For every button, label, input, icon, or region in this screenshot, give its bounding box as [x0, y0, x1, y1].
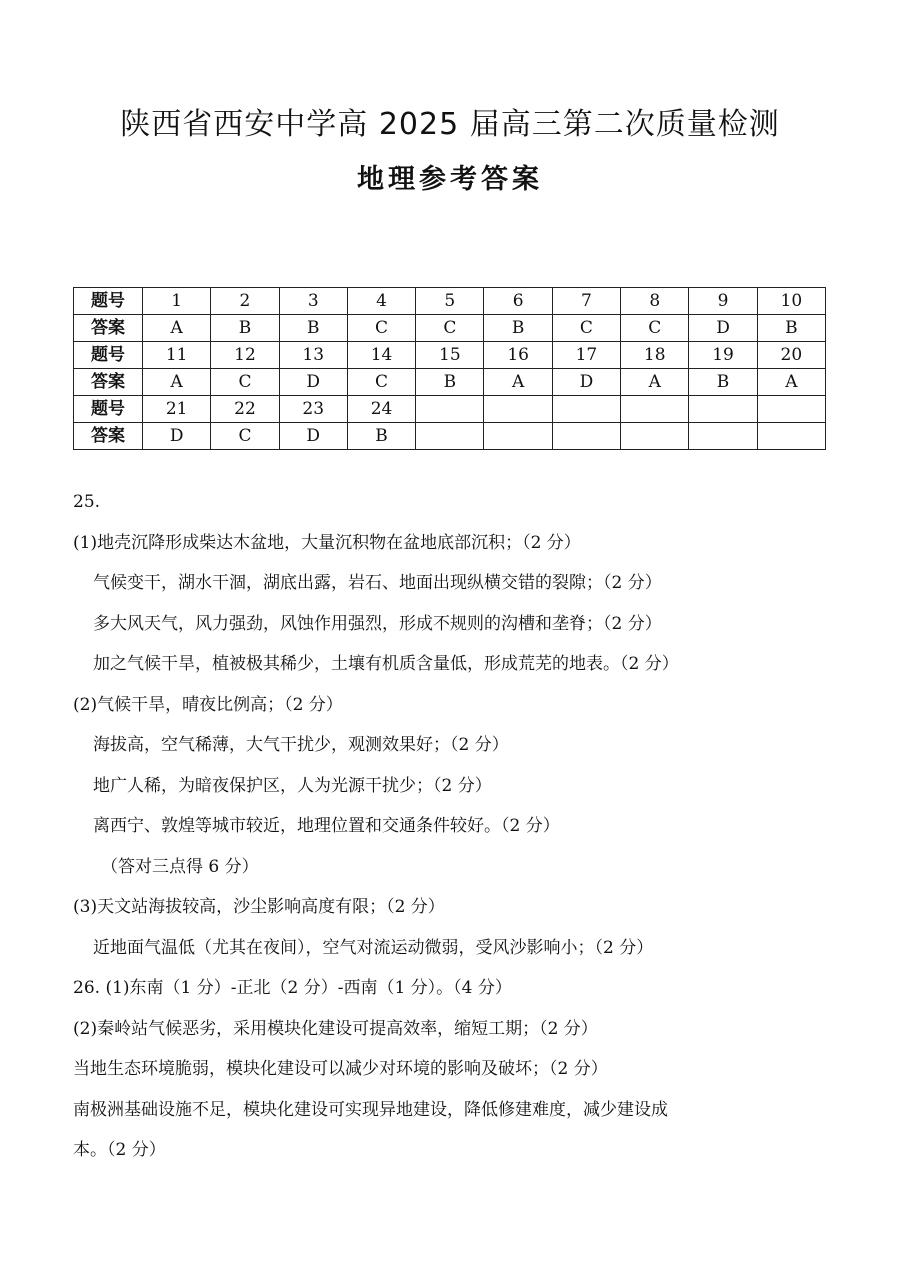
- answer-cell: D: [279, 423, 347, 450]
- answer-table: [73, 287, 826, 450]
- answer-line: 离西宁、敦煌等城市较近，地理位置和交通条件较好。（2 分）: [93, 816, 560, 836]
- answer-cell: B: [757, 315, 825, 342]
- answer-line: 当地生态环境脆弱，模块化建设可以减少对环境的影响及破坏；（2 分）: [73, 1059, 608, 1079]
- answer-line: 25.: [73, 492, 101, 512]
- question-number-cell: 13: [279, 342, 347, 369]
- answer-line: 海拔高，空气稀薄，大气干扰少，观测效果好；（2 分）: [93, 735, 509, 755]
- question-number-cell: 16: [484, 342, 552, 369]
- question-number-cell: [484, 396, 552, 423]
- question-number-cell: 3: [279, 288, 347, 315]
- question-number-cell: 7: [552, 288, 620, 315]
- question-number-cell: 12: [211, 342, 279, 369]
- answer-cell: C: [552, 315, 620, 342]
- question-number-cell: 18: [621, 342, 689, 369]
- question-number-cell: 11: [143, 342, 211, 369]
- question-number-cell: 10: [757, 288, 825, 315]
- answer-cell: D: [143, 423, 211, 450]
- answer-cell: A: [143, 369, 211, 396]
- answer-cell: [621, 423, 689, 450]
- answer-cell: B: [689, 369, 757, 396]
- question-number-row: [74, 396, 826, 423]
- answer-cell: B: [484, 315, 552, 342]
- answer-cell: A: [621, 369, 689, 396]
- answer-line: 多大风天气，风力强劲，风蚀作用强烈，形成不规则的沟槽和垄脊；（2 分）: [93, 613, 662, 634]
- question-number-cell: 17: [552, 342, 620, 369]
- answer-cell: B: [416, 369, 484, 396]
- question-number-cell: 5: [416, 288, 484, 315]
- question-number-cell: 1: [143, 288, 211, 315]
- answer-cell: [416, 423, 484, 450]
- answer-cell: C: [416, 315, 484, 342]
- question-number-row-label: 题号: [74, 288, 143, 315]
- answer-line: 气候变干，湖水干涸，湖底出露，岩石、地面出现纵横交错的裂隙；（2 分）: [93, 573, 662, 593]
- answer-cell: B: [279, 315, 347, 342]
- question-number-cell: 8: [621, 288, 689, 315]
- document-subtitle: 地理参考答案: [357, 164, 543, 195]
- question-number-cell: [552, 396, 620, 423]
- answer-row: [74, 423, 826, 450]
- answer-line: (3)天文站海拔较高，沙尘影响高度有限；（2 分）: [73, 897, 445, 917]
- question-number-cell: 22: [211, 396, 279, 423]
- answer-line: 地广人稀，为暗夜保护区，人为光源干扰少；（2 分）: [93, 775, 492, 796]
- question-number-row-label: 题号: [74, 396, 143, 423]
- answer-cell: [484, 423, 552, 450]
- answer-cell: A: [484, 369, 552, 396]
- question-number-cell: [689, 396, 757, 423]
- answer-line: 南极洲基础设施不足，模块化建设可实现异地建设，降低修建难度，减少建设成: [73, 1099, 668, 1120]
- answer-line: (2)气候干旱，晴夜比例高；（2 分）: [73, 694, 343, 715]
- answer-cell: C: [211, 423, 279, 450]
- question-number-cell: 9: [689, 288, 757, 315]
- answer-row-label: 答案: [74, 315, 143, 342]
- question-number-cell: 4: [347, 288, 415, 315]
- answer-cell: B: [347, 423, 415, 450]
- question-number-cell: 20: [757, 342, 825, 369]
- answer-row: [74, 369, 826, 396]
- question-number-row: [74, 342, 826, 369]
- answer-cell: C: [211, 369, 279, 396]
- answer-cell: [757, 423, 825, 450]
- answer-explanations: [73, 482, 833, 1171]
- answer-cell: [552, 423, 620, 450]
- answer-cell: D: [552, 369, 620, 396]
- document-title: 陕西省西安中学高 2025 届高三第二次质量检测: [120, 107, 780, 142]
- answer-row-label: 答案: [74, 423, 143, 450]
- question-number-cell: 14: [347, 342, 415, 369]
- answer-cell: C: [347, 315, 415, 342]
- question-number-cell: 23: [279, 396, 347, 423]
- answer-cell: C: [347, 369, 415, 396]
- answer-cell: A: [757, 369, 825, 396]
- answer-line: 近地面气温低（尤其在夜间），空气对流运动微弱，受风沙影响小；（2 分）: [93, 937, 654, 958]
- question-number-cell: 2: [211, 288, 279, 315]
- answer-cell: C: [621, 315, 689, 342]
- question-number-cell: 24: [347, 396, 415, 423]
- answer-line: （答对三点得 6 分）: [101, 856, 259, 877]
- answer-cell: A: [143, 315, 211, 342]
- answer-line: 加之气候干旱，植被极其稀少，土壤有机质含量低，形成荒芜的地表。（2 分）: [93, 654, 679, 674]
- question-number-cell: [621, 396, 689, 423]
- answer-line: (2)秦岭站气候恶劣，采用模块化建设可提高效率，缩短工期；（2 分）: [73, 1018, 598, 1039]
- question-number-cell: 21: [143, 396, 211, 423]
- answer-line: (1)地壳沉降形成柴达木盆地，大量沉积物在盆地底部沉积；（2 分）: [73, 532, 581, 553]
- question-number-cell: 19: [689, 342, 757, 369]
- question-number-cell: 6: [484, 288, 552, 315]
- question-number-cell: [757, 396, 825, 423]
- answer-row: [74, 315, 826, 342]
- answer-table-body: [74, 288, 826, 450]
- answer-line: 26. (1)东南（1 分）-正北（2 分）-西南（1 分）。（4 分）: [73, 978, 512, 998]
- answer-cell: [689, 423, 757, 450]
- question-number-cell: [416, 396, 484, 423]
- answer-cell: D: [689, 315, 757, 342]
- answer-cell: B: [211, 315, 279, 342]
- question-number-cell: 15: [416, 342, 484, 369]
- answer-row-label: 答案: [74, 369, 143, 396]
- answer-cell: D: [279, 369, 347, 396]
- question-number-row-label: 题号: [74, 342, 143, 369]
- answer-line: 本。（2 分）: [73, 1140, 166, 1160]
- question-number-row: [74, 288, 826, 315]
